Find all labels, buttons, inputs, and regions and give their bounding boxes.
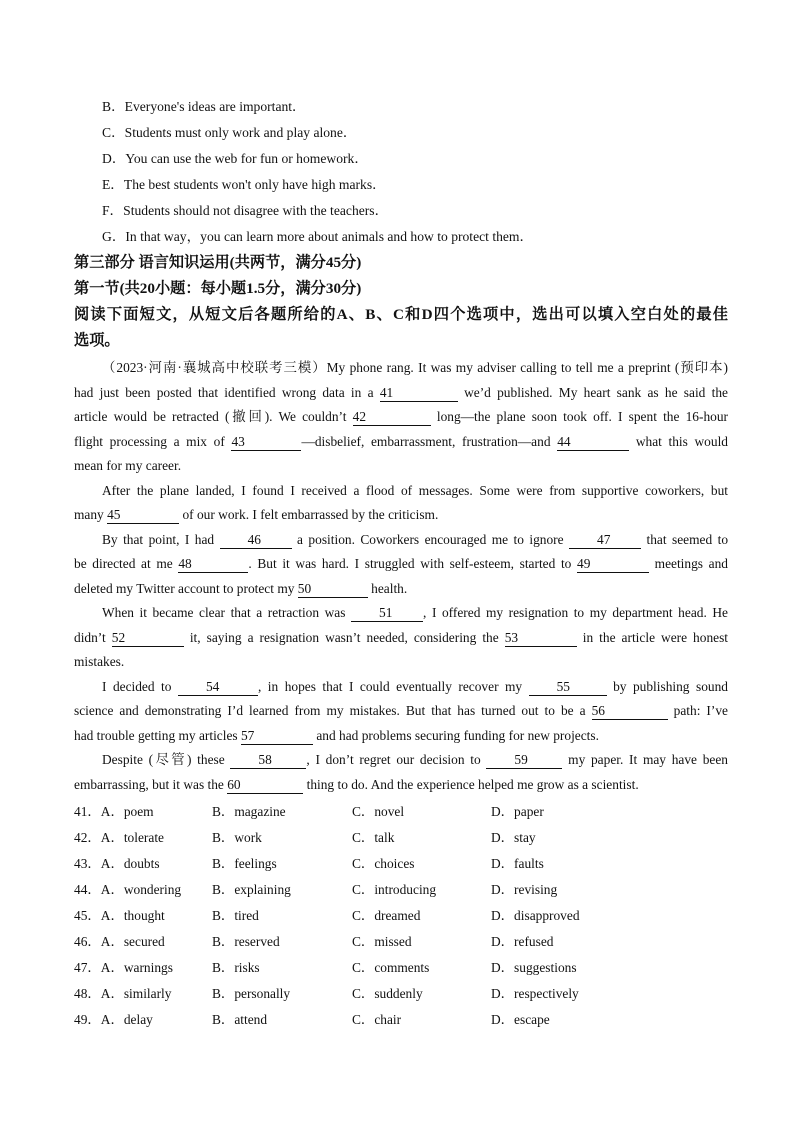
option: D．suggestions bbox=[491, 960, 577, 975]
blank-49: 49 bbox=[577, 556, 649, 573]
passage-text: meetings and bbox=[654, 556, 728, 571]
option: C．chair bbox=[352, 1012, 402, 1027]
passage-line bbox=[74, 405, 728, 430]
blank-45: 45 bbox=[107, 507, 179, 524]
passage-line bbox=[74, 626, 728, 651]
passage-line bbox=[74, 503, 728, 528]
passage-line bbox=[74, 577, 728, 602]
option: D．disapproved bbox=[491, 908, 580, 923]
passage-text: —disbelief, embarrassment, frustration—and bbox=[301, 433, 551, 449]
option-c: C．Students must only work and play alone． bbox=[102, 125, 357, 140]
option: D．stay bbox=[491, 830, 536, 845]
passage-text: By that point, I had bbox=[102, 531, 215, 547]
option: B．personally bbox=[212, 986, 291, 1001]
passage-line bbox=[74, 773, 728, 798]
option: B．work bbox=[212, 830, 262, 845]
question-43-options bbox=[74, 851, 728, 877]
passage-text: a position. Coworkers encouraged me to ignore bbox=[297, 531, 564, 547]
question-47-options bbox=[74, 955, 728, 981]
passage-text: science and demonstrating I’d learned from my mistakes. But that has turned out to be a bbox=[74, 703, 586, 718]
question-44-options bbox=[74, 877, 728, 903]
option: D．escape bbox=[491, 1012, 550, 1027]
passage-text: and had problems securing funding for new projects. bbox=[316, 727, 599, 743]
passage-text: mistakes. bbox=[74, 654, 125, 669]
passage-text: Despite (尽管) these bbox=[102, 752, 225, 767]
option-f: F．Students should not disagree with the teachers． bbox=[102, 203, 389, 218]
passage-text: thing to do. And the experience helped me grow as a scientist. bbox=[306, 776, 639, 792]
blank-47: 47 bbox=[569, 532, 641, 549]
blank-42: 42 bbox=[353, 409, 431, 426]
option: C．missed bbox=[352, 934, 412, 949]
passage-text: many bbox=[74, 507, 104, 522]
question-48-options bbox=[74, 981, 728, 1007]
option: B．explaining bbox=[212, 882, 291, 897]
blank-58: 58 bbox=[230, 752, 306, 769]
blank-54: 54 bbox=[178, 679, 258, 696]
blank-41: 41 bbox=[380, 385, 458, 402]
option: C．introducing bbox=[352, 882, 437, 897]
passage-text: didn’t bbox=[74, 629, 106, 645]
option: D．refused bbox=[491, 934, 554, 949]
passage-line bbox=[74, 454, 728, 479]
passage-line bbox=[74, 650, 728, 675]
option: B．attend bbox=[212, 1012, 268, 1027]
option-b: B．Everyone's ideas are important． bbox=[102, 99, 306, 114]
blank-52: 52 bbox=[112, 630, 184, 647]
instruction-line-2: 选项。 bbox=[74, 332, 120, 349]
subsection-title: 第一节(共20小题：每小题1.5分，满分30分) bbox=[74, 280, 362, 297]
option: D．faults bbox=[491, 856, 544, 871]
passage-line bbox=[74, 356, 728, 381]
question-49-options bbox=[74, 1007, 728, 1033]
passage-line bbox=[74, 528, 728, 553]
option: C．suddenly bbox=[352, 986, 423, 1001]
blank-55: 55 bbox=[529, 679, 607, 696]
blank-53: 53 bbox=[505, 630, 577, 647]
passage-text: health. bbox=[371, 580, 408, 596]
passage-text: article would be retracted (撤回). We couldn’t bbox=[74, 409, 347, 424]
blank-48: 48 bbox=[178, 556, 248, 573]
option: B．reserved bbox=[212, 934, 280, 949]
passage-text: . But it was hard. I struggled with self-esteem, started to bbox=[248, 556, 572, 571]
passage-text: path: I’ve bbox=[673, 703, 728, 718]
blank-60: 60 bbox=[227, 777, 303, 794]
instruction-line-1: 阅读下面短文，从短文后各题所给的A、B、C和D四个选项中，选出可以填入空白处的最佳 bbox=[74, 306, 728, 323]
option-g: G．In that way，you can learn more about animals and how to protect them． bbox=[102, 229, 534, 244]
passage-text: we’d published. My heart sank as he said the bbox=[464, 384, 728, 400]
passage-line bbox=[74, 699, 728, 724]
option: 44．A．wondering bbox=[74, 882, 182, 897]
option: B．risks bbox=[212, 960, 260, 975]
passage-text: had trouble getting my articles bbox=[74, 727, 238, 743]
option: D．respectively bbox=[491, 986, 579, 1001]
passage-text: it, saying a resignation wasn’t needed, considering the bbox=[189, 629, 499, 645]
option: C．novel bbox=[352, 804, 405, 819]
option: C．choices bbox=[352, 856, 415, 871]
option: D．paper bbox=[491, 804, 544, 819]
passage-text: in the article were honest bbox=[582, 629, 728, 645]
option: 42．A．tolerate bbox=[74, 830, 164, 845]
option: 46．A．secured bbox=[74, 934, 165, 949]
blank-51: 51 bbox=[351, 605, 423, 622]
blank-46: 46 bbox=[220, 532, 292, 549]
passage-text: that seemed to bbox=[646, 531, 728, 547]
passage-line bbox=[74, 675, 728, 700]
passage-text: my paper. It may have been bbox=[568, 752, 728, 767]
passage-text: , I offered my resignation to my department head. He bbox=[423, 605, 728, 620]
passage-text: , I don’t regret our decision to bbox=[306, 752, 481, 767]
passage-text: be directed at me bbox=[74, 556, 173, 571]
option: 48．A．similarly bbox=[74, 986, 172, 1001]
passage-text: of our work. I felt embarrassed by the criticism. bbox=[182, 507, 439, 522]
passage-text: I decided to bbox=[102, 678, 172, 694]
cloze-passage bbox=[74, 356, 728, 797]
answer-options bbox=[74, 799, 728, 1033]
option: B．feelings bbox=[212, 856, 277, 871]
blank-44: 44 bbox=[557, 434, 629, 451]
option: 45．A．thought bbox=[74, 908, 165, 923]
section-title: 第三部分 语言知识运用(共两节，满分45分) bbox=[74, 254, 362, 271]
passage-text: had just been posted that identified wrong data in a bbox=[74, 384, 374, 400]
option: 43．A．doubts bbox=[74, 856, 160, 871]
passage-text: When it became clear that a retraction was bbox=[102, 605, 346, 620]
previous-options bbox=[74, 94, 728, 250]
option: 41．A．poem bbox=[74, 804, 154, 819]
passage-line bbox=[74, 430, 728, 455]
passage-line bbox=[74, 552, 728, 577]
blank-57: 57 bbox=[241, 728, 313, 745]
blank-59: 59 bbox=[486, 752, 562, 769]
option-d: D．You can use the web for fun or homework． bbox=[102, 151, 368, 166]
blank-43: 43 bbox=[231, 434, 301, 451]
passage-text: After the plane landed, I found I received a flood of messages. Some were from supportive coworkers, but bbox=[102, 482, 728, 498]
passage-line bbox=[74, 479, 728, 504]
passage-text: embarrassing, but it was the bbox=[74, 776, 224, 792]
option: B．tired bbox=[212, 908, 259, 923]
question-41-options bbox=[74, 799, 728, 825]
option: D．revising bbox=[491, 882, 558, 897]
passage-line bbox=[74, 381, 728, 406]
option: 47．A．warnings bbox=[74, 960, 173, 975]
blank-50: 50 bbox=[298, 581, 368, 598]
passage-line bbox=[74, 601, 728, 626]
question-46-options bbox=[74, 929, 728, 955]
passage-text: long—the plane soon took off. I spent the 16-hour bbox=[436, 409, 728, 424]
blank-56: 56 bbox=[592, 703, 668, 720]
document-page bbox=[74, 94, 728, 1033]
passage-text: by publishing sound bbox=[613, 678, 728, 694]
option: C．comments bbox=[352, 960, 430, 975]
option: C．talk bbox=[352, 830, 395, 845]
option: C．dreamed bbox=[352, 908, 421, 923]
passage-line bbox=[74, 748, 728, 773]
passage-text: mean for my career. bbox=[74, 458, 182, 473]
question-42-options bbox=[74, 825, 728, 851]
option-e: E．The best students won't only have high marks． bbox=[102, 177, 386, 192]
passage-text: flight processing a mix of bbox=[74, 433, 225, 449]
question-45-options bbox=[74, 903, 728, 929]
passage-text: what this would bbox=[635, 433, 728, 449]
option: 49．A．delay bbox=[74, 1012, 153, 1027]
passage-text: （2023·河南·襄城高中校联考三模）My phone rang. It was my adviser calling to tell me a preprint (预印本) bbox=[102, 360, 728, 375]
passage-line bbox=[74, 724, 728, 749]
passage-text: deleted my Twitter account to protect my bbox=[74, 580, 295, 596]
passage-text: , in hopes that I could eventually recover my bbox=[257, 678, 523, 694]
option: B．magazine bbox=[212, 804, 286, 819]
